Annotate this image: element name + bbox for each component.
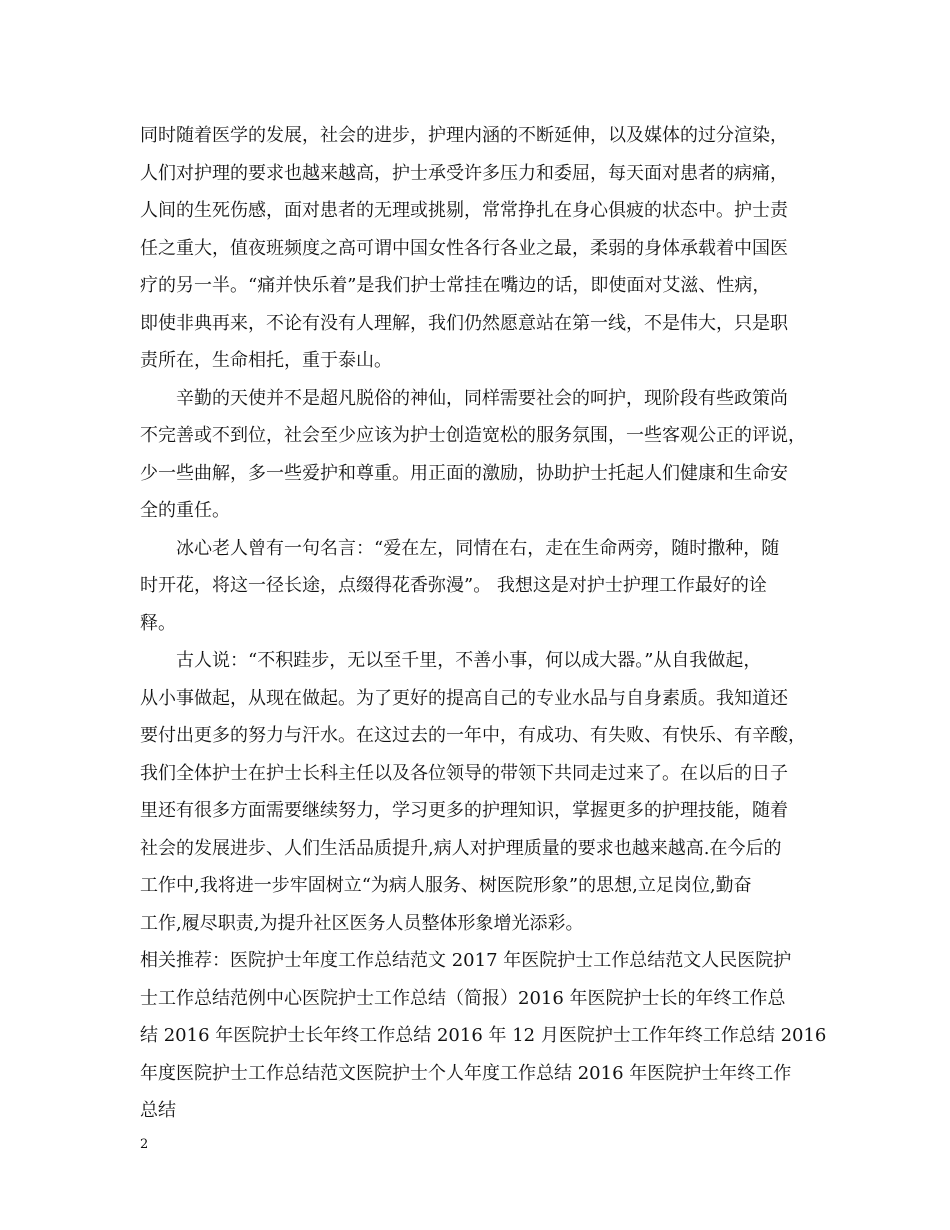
paragraph-4	[140, 642, 830, 942]
page-number: 2	[140, 1137, 149, 1152]
text-line: 从小事做起，从现在做起。为了更好的提高自己的专业水品与自身素质。我知道还	[140, 687, 788, 709]
paragraph-1	[140, 117, 830, 380]
paragraph-3	[140, 530, 830, 643]
paragraph-2	[140, 380, 830, 530]
text-line: 辛勤的天使并不是超凡脱俗的神仙，同样需要社会的呵护，现阶段有些政策尚	[176, 387, 788, 409]
text-line: 士工作总结范例中心医院护士工作总结（简报）2016 年医院护士长的年终工作总	[140, 987, 786, 1009]
text-line: 时开花，将这一径长途，点缀得花香弥漫”。 我想这是对护士护理工作最好的诠	[140, 575, 767, 596]
related-recommendations	[140, 942, 830, 1130]
text-line: 总结	[140, 1100, 176, 1121]
text-line: 责所在，生命相托，重于泰山。	[140, 350, 392, 371]
text-line: 冰心老人曾有一句名言：“爱在左，同情在右，走在生命两旁，随时撒种，随	[176, 537, 780, 559]
text-line: 疗的另一半。“痛并快乐着”是我们护士常挂在嘴边的话，即使面对艾滋、性病，	[140, 275, 771, 296]
text-line: 年度医院护士工作总结范文医院护士个人年度工作总结 2016 年医院护士年终工作	[140, 1062, 792, 1084]
text-line: 不完善或不到位，社会至少应该为护士创造宽松的服务氛围，一些客观公正的评说，	[140, 425, 806, 446]
text-line: 相关推荐：医院护士年度工作总结范文 2017 年医院护士工作总结范文人民医院护	[140, 950, 792, 971]
text-line: 社会的发展进步、人们生活品质提升,病人对护理质量的要求也越来越高.在今后的	[140, 837, 782, 859]
text-line: 即使非典再来，不论有没有人理解，我们仍然愿意站在第一线，不是伟大，只是职	[140, 312, 788, 334]
text-line: 要付出更多的努力与汗水。在这过去的一年中，有成功、有失败、有快乐、有辛酸，	[140, 725, 806, 746]
text-line: 释。	[140, 612, 176, 634]
document-body	[140, 117, 830, 1130]
text-line: 同时随着医学的发展，社会的进步，护理内涵的不断延伸，以及媒体的过分渲染，	[140, 125, 788, 146]
text-line: 人们对护理的要求也越来越高，护士承受许多压力和委屈，每天面对患者的病痛，	[140, 162, 788, 184]
text-line: 里还有很多方面需要继续努力，学习更多的护理知识，掌握更多的护理技能，随着	[140, 800, 788, 821]
text-line: 工作中,我将进一步牢固树立“为病人服务、树医院形象”的思想,立足岗位,勤奋	[140, 875, 752, 896]
text-line: 结 2016 年医院护士长年终工作总结 2016 年 12 月医院护士工作年终工作总结 2016	[140, 1025, 827, 1046]
text-line: 全的重任。	[140, 500, 230, 521]
text-line: 古人说：“不积跬步，无以至千里，不善小事，何以成大器。”从自我做起，	[176, 650, 762, 671]
text-line: 任之重大，值夜班频度之高可谓中国女性各行各业之最，柔弱的身体承载着中国医	[140, 237, 788, 259]
text-line: 人间的生死伤感，面对患者的无理或挑剔，常常挣扎在身心俱疲的状态中。护士责	[140, 200, 788, 221]
text-line: 少一些曲解，多一些爱护和尊重。用正面的激励，协助护士托起人们健康和生命安	[140, 462, 788, 484]
text-line: 我们全体护士在护士长科主任以及各位领导的带领下共同走过来了。在以后的日子	[140, 762, 788, 784]
text-line: 工作,履尽职责,为提升社区医务人员整体形象增光添彩。	[140, 912, 584, 934]
